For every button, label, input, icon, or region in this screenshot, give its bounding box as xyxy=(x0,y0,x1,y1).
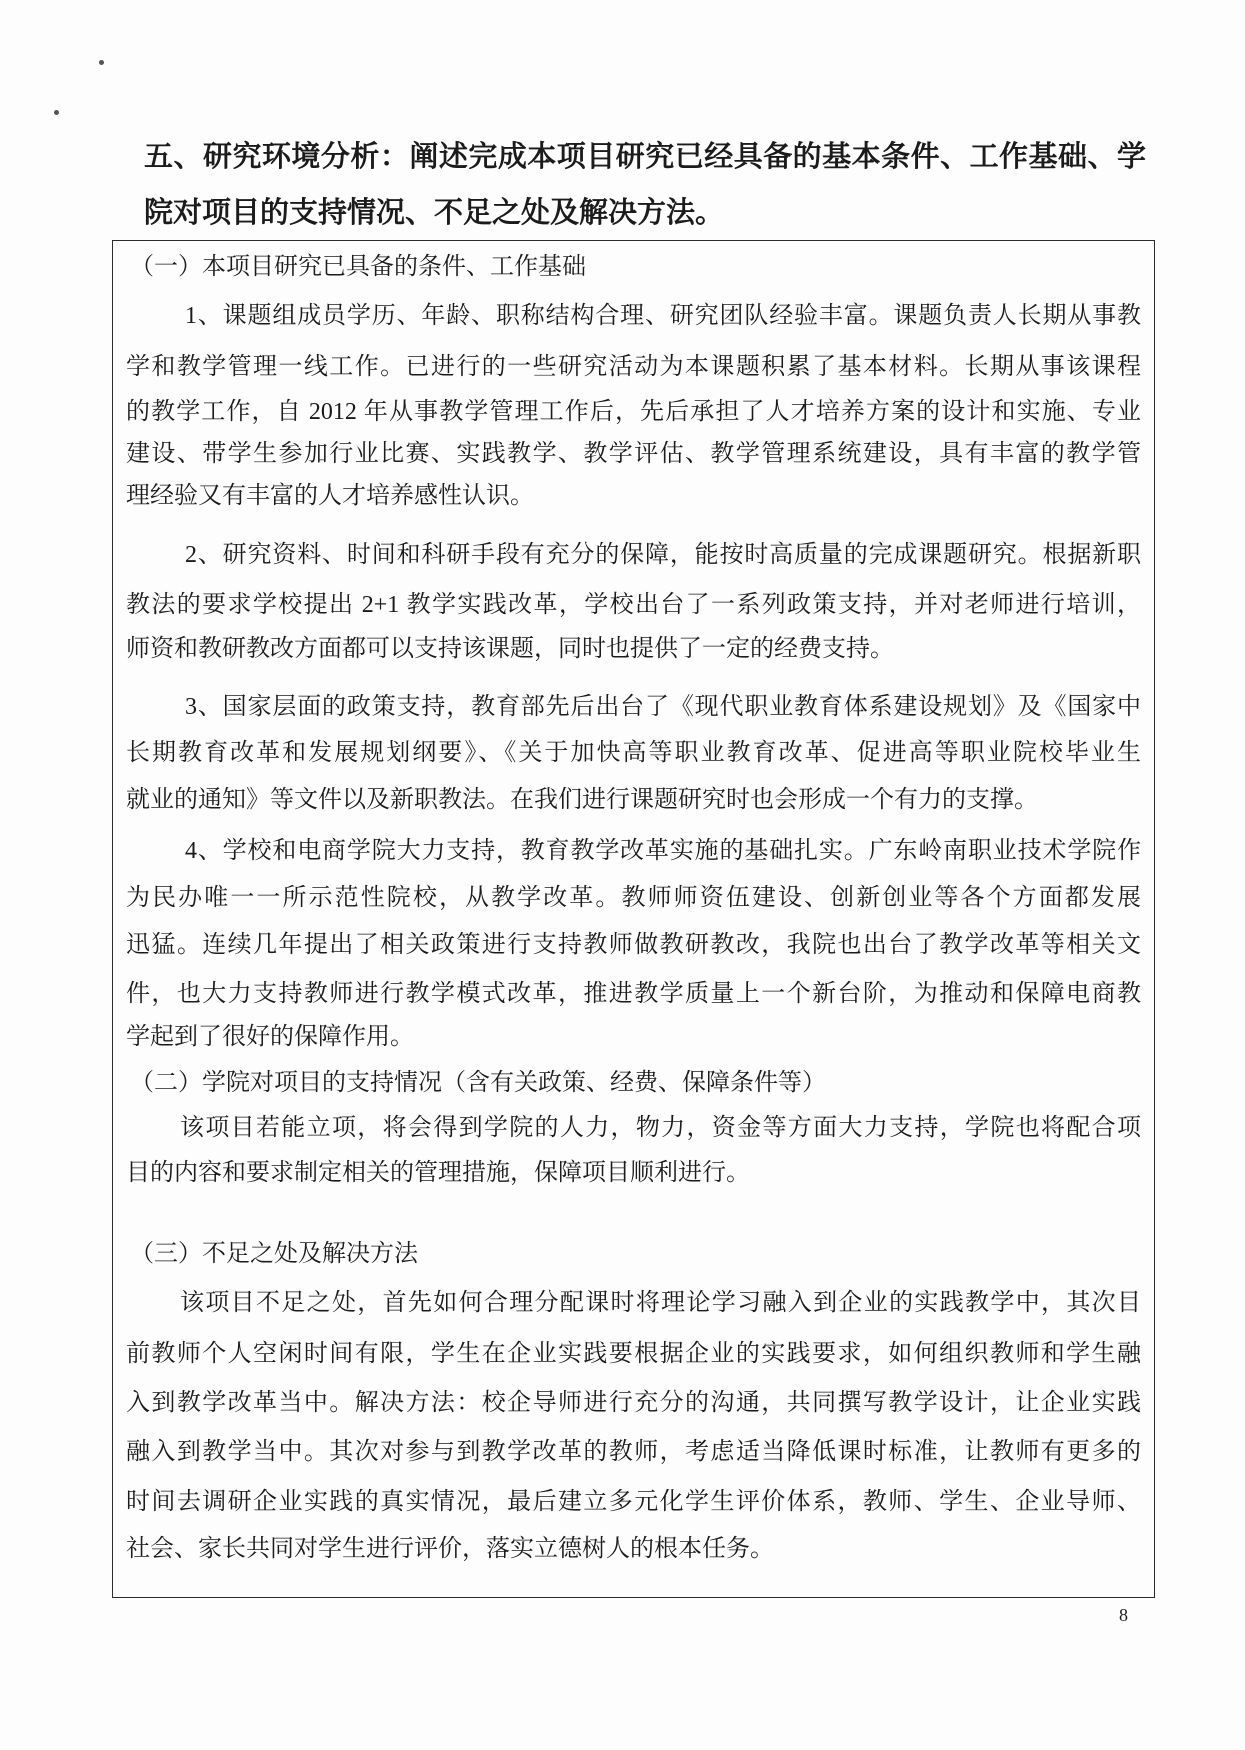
paragraph-line: 迅猛。连续几年提出了相关政策进行支持教师做教研教改，我院也出台了教学改革等相关文 xyxy=(126,932,1141,958)
paragraph-line: 的教学工作，自 2012 年从事教学管理工作后，先后承担了人才培养方案的设计和实施、专业 xyxy=(126,399,1141,425)
section-heading-line: 五、研究环境分析：阐述完成本项目研究已经具备的基本条件、工作基础、学 xyxy=(144,141,1146,173)
section-heading-line: 院对项目的支持情况、不足之处及解决方法。 xyxy=(144,197,725,229)
paragraph-line: 为民办唯一一所示范性院校，从教学改革。教师师资伍建设、创新创业等各个方面都发展 xyxy=(126,885,1141,911)
paragraph-line: 时间去调研企业实践的真实情况，最后建立多元化学生评价体系，教师、学生、企业导师、 xyxy=(126,1489,1141,1515)
paragraph-line: 就业的通知》等文件以及新职教法。在我们进行课题研究时也会形成一个有力的支撑。 xyxy=(126,787,1038,813)
paragraph-line: 理经验又有丰富的人才培养感性认识。 xyxy=(126,483,534,509)
paragraph-line: 建设、带学生参加行业比赛、实践教学、教学评估、教学管理系统建设，具有丰富的教学管 xyxy=(126,441,1141,467)
paragraph-line: 3、国家层面的政策支持，教育部先后出台了《现代职业教育体系建设规划》及《国家中 xyxy=(185,694,1141,720)
subsection-title: （一）本项目研究已具备的条件、工作基础 xyxy=(130,254,586,280)
paragraph-line: 目的内容和要求制定相关的管理措施，保障项目顺利进行。 xyxy=(126,1160,750,1186)
paragraph-line: 入到教学改革当中。解决方法：校企导师进行充分的沟通，共同撰写教学设计，让企业实践 xyxy=(126,1390,1141,1416)
paragraph-line: 该项目不足之处，首先如何合理分配课时将理论学习融入到企业的实践教学中，其次目 xyxy=(180,1290,1141,1316)
paragraph-line: 件，也大力支持教师进行教学模式改革，推进教学质量上一个新台阶，为推动和保障电商教 xyxy=(126,981,1141,1007)
paragraph-line: 1、课题组成员学历、年龄、职称结构合理、研究团队经验丰富。课题负责人长期从事教 xyxy=(185,303,1141,329)
subsection-title: （二）学院对项目的支持情况（含有关政策、经费、保障条件等） xyxy=(130,1070,826,1096)
paragraph-line: 学起到了很好的保障作用。 xyxy=(126,1024,414,1050)
paragraph-line: 该项目若能立项，将会得到学院的人力，物力，资金等方面大力支持，学院也将配合项 xyxy=(180,1115,1141,1141)
paragraph-line: 师资和教研教改方面都可以支持该课题，同时也提供了一定的经费支持。 xyxy=(126,636,894,662)
paragraph-line: 社会、家长共同对学生进行评价，落实立德树人的根本任务。 xyxy=(126,1536,774,1562)
subsection-title: （三）不足之处及解决方法 xyxy=(130,1241,418,1267)
scan-dot xyxy=(54,110,59,115)
page-number: 8 xyxy=(1119,1605,1128,1625)
paragraph-line: 2、研究资料、时间和科研手段有充分的保障，能按时高质量的完成课题研究。根据新职 xyxy=(185,542,1141,568)
paragraph-line: 学和教学管理一线工作。已进行的一些研究活动为本课题积累了基本材料。长期从事该课程 xyxy=(126,354,1141,380)
paragraph-line: 4、学校和电商学院大力支持，教育教学改革实施的基础扎实。广东岭南职业技术学院作 xyxy=(185,838,1141,864)
paragraph-line: 长期教育改革和发展规划纲要》、《关于加快高等职业教育改革、促进高等职业院校毕业生 xyxy=(126,740,1141,766)
paragraph-line: 前教师个人空闲时间有限，学生在企业实践要根据企业的实践要求，如何组织教师和学生融 xyxy=(126,1341,1141,1367)
paragraph-line: 融入到教学当中。其次对参与到教学改革的教师，考虑适当降低课时标准，让教师有更多的 xyxy=(126,1439,1141,1465)
paragraph-line: 教法的要求学校提出 2+1 教学实践改革，学校出台了一系列政策支持，并对老师进行培训， xyxy=(126,592,1141,618)
scan-dot xyxy=(99,60,104,65)
